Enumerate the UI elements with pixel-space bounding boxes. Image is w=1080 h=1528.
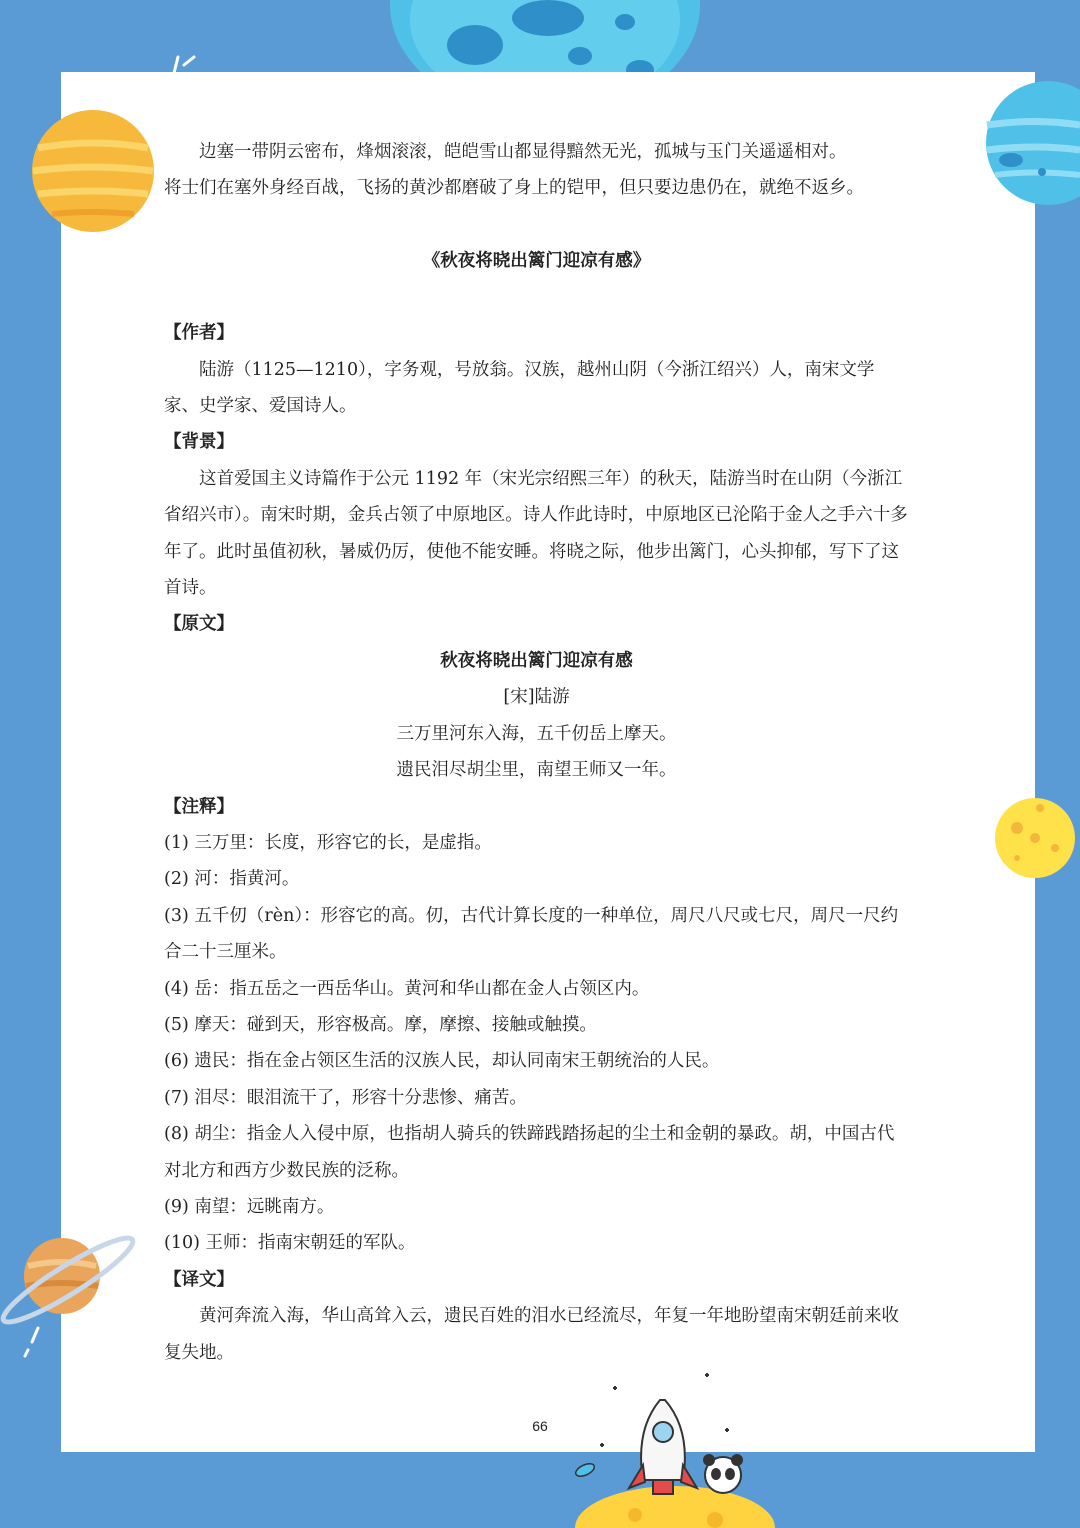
note-item: (5) 摩天：碰到天，形容极高。摩，摩擦、接触或触摸。 (164, 1014, 597, 1035)
author-label: 【作者】 (164, 323, 234, 344)
poem-author: [宋]陆游 (503, 687, 570, 708)
note-item: (10) 王师：指南宋朝廷的军队。 (164, 1233, 416, 1254)
blue-planet-decoration (985, 80, 1080, 206)
note-item: (2) 河：指黄河。 (164, 869, 300, 890)
poem-line: 遗民泪尽胡尘里，南望王师又一年。 (396, 760, 677, 781)
poem-line: 三万里河东入海，五千仞岳上摩天。 (396, 723, 677, 744)
translation-label: 【译文】 (164, 1269, 234, 1290)
author-text: 陆游（1125—1210），字务观，号放翁。汉族，越州山阴（今浙江绍兴）人，南宋文学家、史学家、爱国诗人。 (164, 359, 875, 417)
note-item: (7) 泪尽：眼泪流干了，形容十分悲惨、痛苦。 (164, 1087, 527, 1108)
document-body (164, 134, 909, 1371)
sparkle-decoration (150, 55, 210, 105)
original-label: 【原文】 (164, 614, 234, 635)
note-item: (8) 胡尘：指金人入侵中原，也指胡人骑兵的铁蹄践踏扬起的尘土和金朝的暴政。胡，中国古代对北方和西方少数民族的泛称。 (164, 1124, 895, 1181)
poem-heading: 《秋夜将晓出篱门迎凉有感》 (422, 250, 651, 271)
ringed-planet-decoration (0, 1228, 145, 1358)
background-text: 这首爱国主义诗篇作于公元 1192 年（宋光宗绍熙三年）的秋天，陆游当时在山阴（今浙江省绍兴市）。南宋时期，金兵占领了中原地区。诗人作此诗时，中原地区已沦陷于金人之手六十多年了。此时虽值初秋，暑威仍厉，使他不能安睡。将晓之际，他步出篱门，心头抑郁，写下了这首诗。 (164, 468, 908, 599)
notes-label: 【注释】 (164, 796, 234, 817)
intro-line-1: 边塞一带阴云密布，烽烟滚滚，皑皑雪山都显得黯然无光，孤城与玉门关遥遥相对。 (199, 142, 847, 162)
translation-text: 黄河奔流入海，华山高耸入云，遗民百姓的泪水已经流尽，年复一年地盼望南宋朝廷前来收复失地。 (164, 1306, 899, 1363)
page-number: 66 (532, 1418, 548, 1434)
note-item: (3) 五千仞（rèn）：形容它的高。仞，古代计算长度的一种单位，周尺八尺或七尺，周尺一尺约合二十三厘米。 (164, 905, 899, 963)
intro-line-2: 将士们在塞外身经百战，飞扬的黄沙都磨破了身上的铠甲，但只要边患仍在，就绝不返乡。 (164, 178, 864, 199)
note-item: (9) 南望：远眺南方。 (164, 1196, 335, 1217)
note-item: (1) 三万里：长度，形容它的长，是虚指。 (164, 832, 492, 853)
background-label: 【背景】 (164, 432, 234, 453)
orange-planet-decoration (30, 108, 156, 234)
note-item: (6) 遗民：指在金占领区生活的汉族人民，却认同南宋王朝统治的人民。 (164, 1051, 720, 1072)
note-item: (4) 岳：指五岳之一西岳华山。黄河和华山都在金人占领区内。 (164, 978, 650, 999)
rocket-panda-decoration (565, 1370, 775, 1528)
poem-title: 秋夜将晓出篱门迎凉有感 (440, 650, 633, 671)
yellow-moon-decoration (995, 798, 1080, 878)
